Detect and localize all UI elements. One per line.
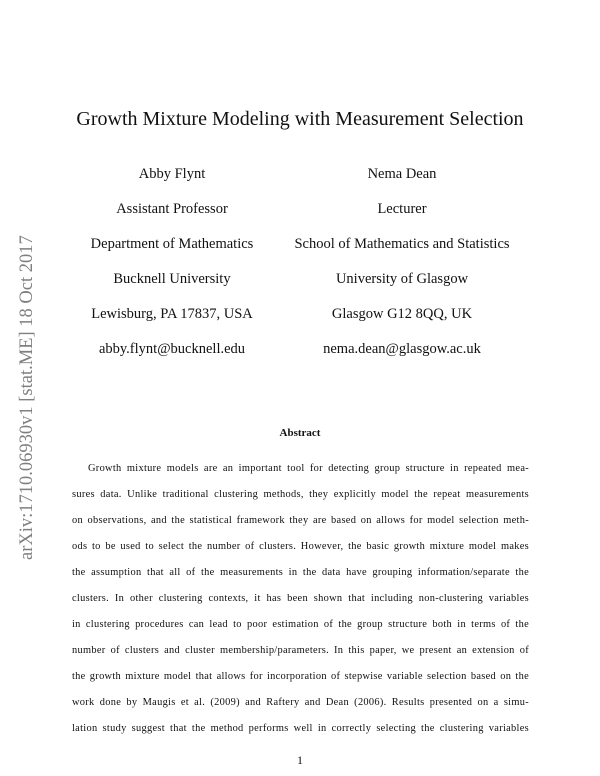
abstract-body (72, 456, 529, 742)
page-number: 1 (297, 753, 303, 767)
author-block-2 (280, 165, 524, 375)
author-department: School of Mathematics and Statistics (294, 236, 510, 252)
author-institution: University of Glasgow (335, 271, 469, 287)
abstract-line: ods to be used to select the number of clusters. However, the basic growth mixture model makes (72, 541, 529, 552)
abstract-heading: Abstract (279, 427, 321, 439)
abstract-line: in clustering procedures can lead to poor estimation of the group structure both in terms of the (72, 619, 529, 630)
abstract-line: on observations, and the statistical framework they are based on allows for model selection meth- (72, 515, 529, 526)
abstract-line: number of clusters and cluster membership/parameters. In this paper, we present an extension of (72, 645, 529, 656)
abstract-line: the growth mixture model that allows for incorporation of stepwise variable selection based on the (72, 671, 529, 682)
paper-title: Growth Mixture Modeling with Measurement Selection (76, 108, 524, 130)
author-position: Assistant Professor (116, 201, 228, 217)
author-name: Nema Dean (367, 166, 437, 182)
arxiv-margin-stamp: arXiv:1710.06930v1 [stat.ME] 18 Oct 2017 (17, 235, 37, 560)
author-institution: Bucknell University (113, 271, 231, 287)
author-block-1 (68, 165, 276, 375)
abstract-line: lation study suggest that the method performs well in correctly selecting the clustering variables (72, 723, 529, 734)
author-email: nema.dean@glasgow.ac.uk (323, 341, 481, 357)
abstract-line: work done by Maugis et al. (2009) and Raftery and Dean (2006). Results presented on a simu- (72, 697, 529, 708)
author-location: Lewisburg, PA 17837, USA (91, 306, 253, 322)
author-email: abby.flynt@bucknell.edu (98, 341, 246, 357)
author-name: Abby Flynt (138, 166, 206, 182)
abstract-line: Growth mixture models are an important tool for detecting group structure in repeated mea- (88, 463, 529, 474)
abstract-line: the assumption that all of the measurements in the data have grouping information/separate the (72, 567, 529, 578)
abstract-line: clusters. In other clustering contexts, it has been shown that including non-clustering variables (72, 593, 529, 604)
author-department: Department of Mathematics (90, 236, 254, 252)
author-position: Lecturer (377, 201, 427, 217)
author-location: Glasgow G12 8QQ, UK (331, 306, 473, 322)
abstract-line: sures data. Unlike traditional clustering methods, they explicitly model the repeat measurements (72, 489, 529, 500)
